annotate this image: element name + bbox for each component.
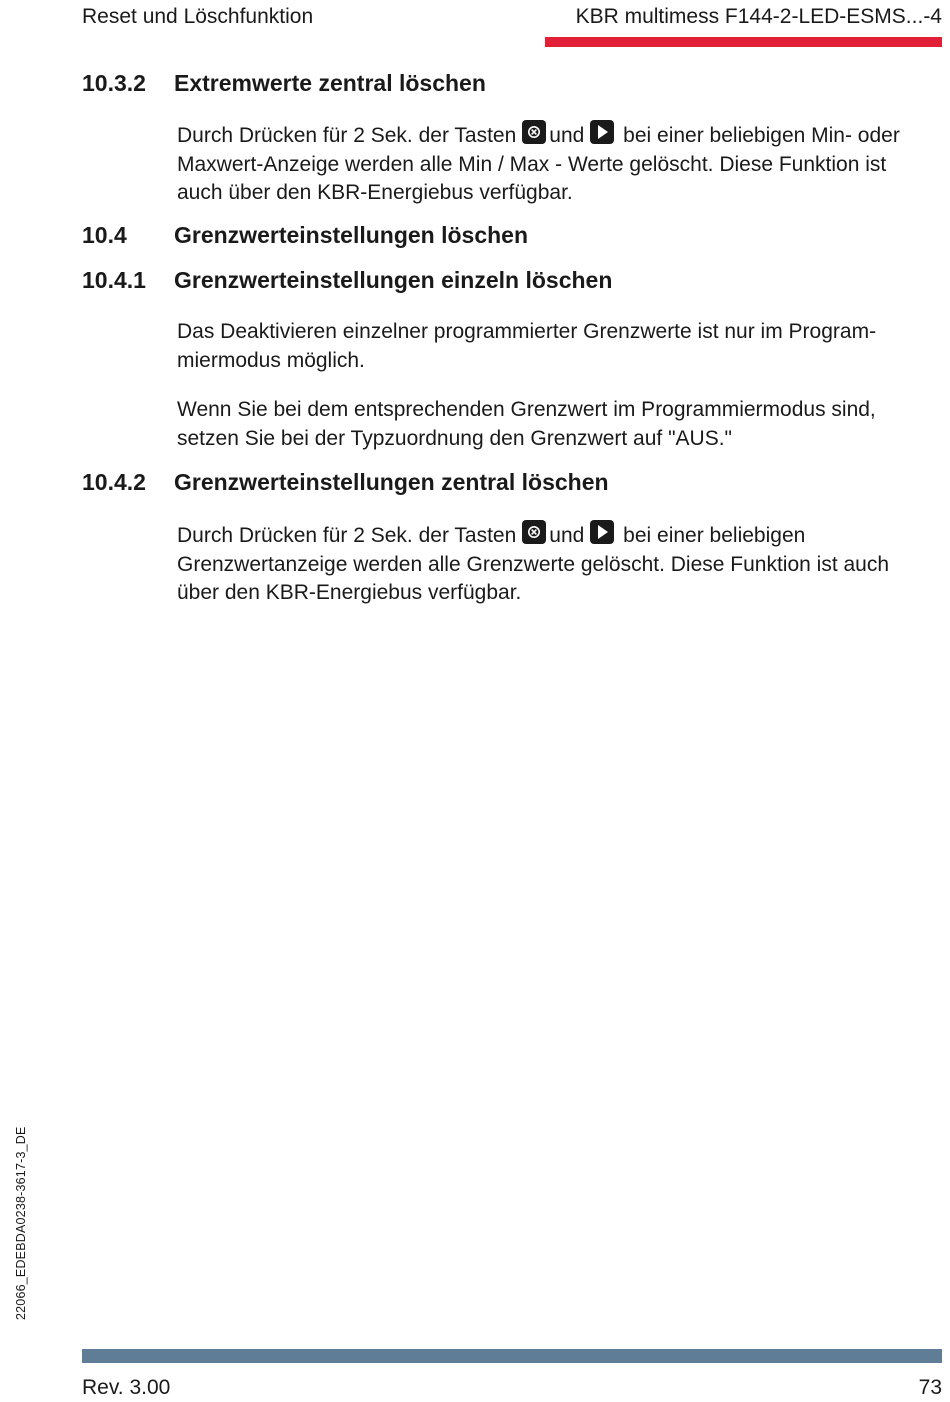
header-accent-bar	[545, 37, 942, 47]
footer-revision: Rev. 3.00	[82, 1376, 171, 1399]
footer-bar	[82, 1349, 942, 1363]
section-heading-10-4-1	[82, 267, 612, 294]
section-heading-10-4-2	[82, 469, 609, 496]
paragraph-text-middle: und	[549, 524, 585, 547]
section-number: 10.3.2	[82, 70, 146, 96]
section-number: 10.4	[82, 222, 127, 248]
running-header-chapter: Reset und Löschfunktion	[82, 5, 314, 28]
cancel-key-icon	[522, 120, 546, 144]
play-key-icon	[590, 520, 614, 544]
paragraph-text-middle: und	[549, 124, 585, 147]
section-title: Grenzwerteinstellungen zentral löschen	[174, 469, 609, 495]
section-number: 10.4.1	[82, 267, 146, 293]
paragraph-programmiermodus	[177, 396, 927, 453]
play-key-icon	[590, 120, 614, 144]
page-number: 73	[918, 1376, 942, 1399]
section-title: Extremwerte zentral löschen	[174, 70, 486, 96]
section-heading-10-4	[82, 222, 528, 249]
paragraph-deaktivieren	[177, 318, 912, 375]
section-title: Grenzwerteinstellungen löschen	[174, 222, 529, 248]
paragraph-text-after: bei einer beliebigen Grenzwertanzeige werden alle Grenzwerte gelöscht. Diese Funktion ist auch über den KBR-Energiebus verfügbar.	[177, 524, 890, 604]
paragraph-text: Das Deaktivieren einzelner programmierter Grenzwerte ist nur im Program-miermodus möglich.	[177, 320, 877, 372]
document-id-vertical: 22066_EDEBDA0238-3617-3_DE	[14, 1126, 28, 1320]
section-title: Grenzwerteinstellungen einzeln löschen	[174, 267, 613, 293]
paragraph-extremwerte	[177, 120, 927, 208]
cancel-key-icon	[522, 520, 546, 544]
paragraph-text-after: bei einer beliebigen Min- oder Maxwert-Anzeige werden alle Min / Max - Werte gelöscht. Diese Funktion ist auch über den KBR-Energiebus verfügbar.	[177, 124, 900, 204]
running-header-product: KBR multimess F144-2-LED-ESMS...-4	[575, 5, 942, 28]
paragraph-grenzwerte-zentral	[177, 520, 927, 608]
paragraph-text: Wenn Sie bei dem entsprechenden Grenzwert im Programmiermodus sind, setzen Sie bei der Typzuordnung den Grenzwert auf "AUS."	[177, 398, 876, 450]
section-number: 10.4.2	[82, 469, 146, 495]
paragraph-text-before: Durch Drücken für 2 Sek. der Tasten	[177, 524, 517, 547]
paragraph-text-before: Durch Drücken für 2 Sek. der Tasten	[177, 124, 517, 147]
section-heading-10-3-2	[82, 70, 486, 97]
